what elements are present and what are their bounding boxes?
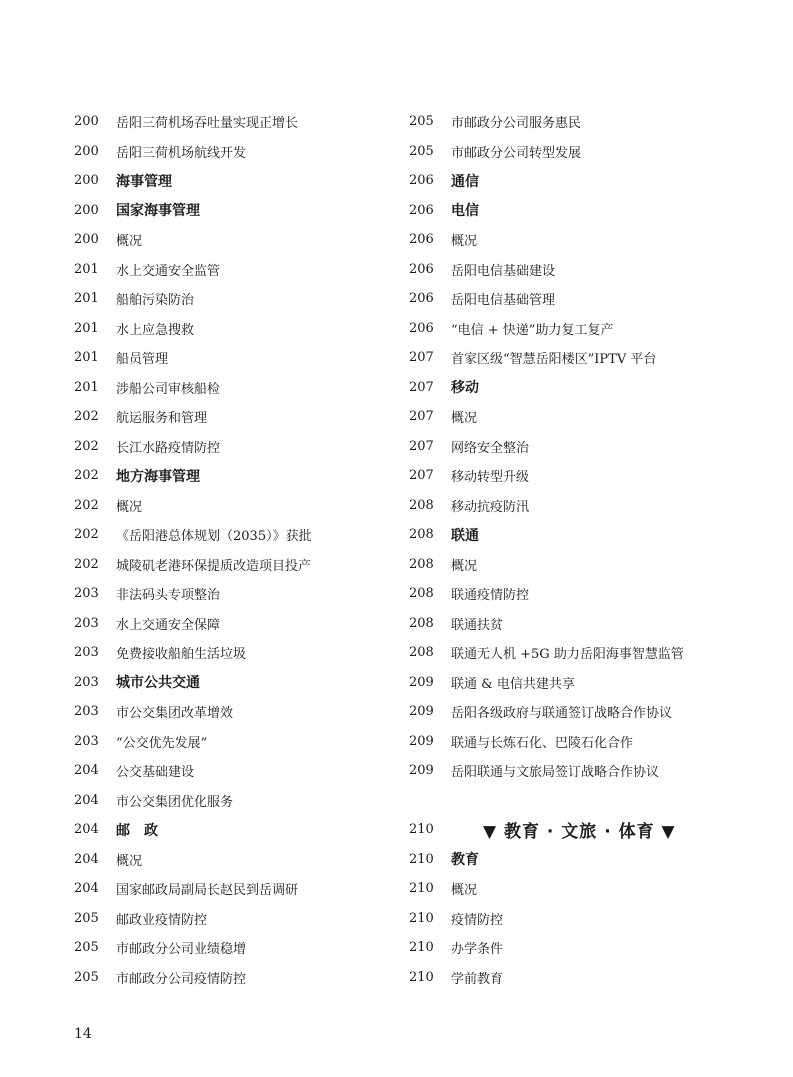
toc-page-number: 209	[409, 763, 434, 779]
toc-entry-title: 联通	[451, 527, 479, 544]
toc-entry	[74, 609, 394, 639]
toc-entry-title: 概况	[451, 558, 478, 574]
toc-entry	[409, 137, 729, 167]
toc-entry-title: 联通 & 电信共建共享	[451, 676, 575, 692]
toc-entry-title: 概况	[116, 853, 143, 869]
toc-entry	[74, 904, 394, 934]
toc-page-number: 207	[409, 468, 434, 484]
toc-page-number: 204	[74, 763, 99, 779]
toc-page-number: 205	[74, 910, 99, 926]
toc-entry-title: 概况	[451, 234, 478, 250]
toc-entry-title: 国家海事管理	[116, 203, 200, 220]
toc-entry	[74, 845, 394, 875]
toc-entry-title: 地方海事管理	[116, 468, 200, 485]
toc-entry-title: 疫情防控	[451, 912, 504, 928]
toc-entry-title: 《岳阳港总体规划（2035）》获批	[116, 529, 312, 545]
toc-page-number: 203	[74, 586, 99, 602]
toc-entry	[409, 373, 729, 403]
toc-entry	[409, 963, 729, 993]
toc-entry	[409, 314, 729, 344]
toc-entry-title: 概况	[116, 234, 143, 250]
toc-page-number: 206	[409, 291, 434, 307]
toc-page-number: 204	[74, 881, 99, 897]
toc-page-number: 210	[409, 969, 434, 985]
toc-page-number: 207	[409, 379, 434, 395]
toc-entry	[409, 609, 729, 639]
toc-entry	[74, 491, 394, 521]
toc-entry	[74, 579, 394, 609]
toc-entry	[409, 874, 729, 904]
toc-page-number: 209	[409, 733, 434, 749]
toc-entry-title: 市公交集团优化服务	[116, 794, 234, 810]
toc-entry-title: 概况	[451, 411, 478, 427]
toc-entry-title: “公交优先发展”	[116, 735, 208, 751]
toc-entry	[409, 255, 729, 285]
toc-entry-title: 城陵矶老港环保提质改造项目投产	[116, 558, 312, 574]
toc-entry-title: 办学条件	[451, 942, 504, 958]
toc-entry-title: 通信	[451, 173, 479, 190]
toc-entry-title: 首家区级“智慧岳阳楼区”IPTV 平台	[451, 352, 657, 368]
toc-page-number: 201	[74, 261, 99, 277]
toc-entry	[74, 963, 394, 993]
toc-entry-title: 岳阳电信基础管理	[451, 293, 556, 309]
toc-entry	[74, 373, 394, 403]
toc-entry-title: 长江水路疫情防控	[116, 440, 221, 456]
page-number: 14	[74, 1026, 92, 1042]
toc-entry	[74, 697, 394, 727]
toc-entry-title: 市邮政分公司转型发展	[451, 145, 582, 161]
toc-entry	[74, 520, 394, 550]
toc-page-number: 206	[409, 232, 434, 248]
toc-entry-title: 公交基础建设	[116, 765, 195, 781]
toc-entry	[74, 550, 394, 580]
toc-page-number: 208	[409, 645, 434, 661]
toc-page-number: 206	[409, 261, 434, 277]
toc-entry	[409, 786, 729, 816]
toc-entry	[409, 343, 729, 373]
toc-entry-title: 水上应急搜救	[116, 322, 195, 338]
toc-entry-title: 联通疫情防控	[451, 588, 530, 604]
toc-entry	[409, 697, 729, 727]
toc-entry-title: 移动抗疫防汛	[451, 499, 530, 515]
toc-page-number: 200	[74, 114, 99, 130]
toc-entry	[74, 432, 394, 462]
toc-page-number: 205	[74, 969, 99, 985]
toc-page-number: 203	[74, 674, 99, 690]
toc-page-number: 203	[74, 704, 99, 720]
toc-entry-title: 船员管理	[116, 352, 169, 368]
toc-page-number: 209	[409, 704, 434, 720]
toc-entry-title: 联通与长炼石化、巴陵石化合作	[451, 735, 634, 751]
toc-entry	[409, 756, 729, 786]
toc-entry-title: 邮政业疫情防控	[116, 912, 208, 928]
toc-entry	[409, 461, 729, 491]
toc-page-number: 208	[409, 586, 434, 602]
toc-page-number: 210	[409, 910, 434, 926]
toc-entry-title: 概况	[116, 499, 143, 515]
toc-entry	[409, 196, 729, 226]
toc-entry	[74, 815, 394, 845]
toc-page-number: 208	[409, 527, 434, 543]
toc-entry-title: 市邮政分公司疫情防控	[116, 971, 247, 987]
toc-page-number: 203	[74, 615, 99, 631]
toc-entry-title: 免费接收船舶生活垃圾	[116, 647, 247, 663]
toc-entry	[74, 314, 394, 344]
toc-entry-title: 国家邮政局副局长赵民到岳调研	[116, 883, 299, 899]
toc-page-number: 201	[74, 291, 99, 307]
toc-entry-title: 航运服务和管理	[116, 411, 208, 427]
toc-entry	[74, 933, 394, 963]
toc-entry-title: “电信 + 快递”助力复工复产	[451, 322, 614, 338]
toc-entry-title: 邮政	[116, 822, 172, 839]
toc-page-number: 200	[74, 202, 99, 218]
toc-page-number: 207	[409, 350, 434, 366]
toc-page-number: 208	[409, 556, 434, 572]
toc-entry	[409, 638, 729, 668]
toc-page-number: 205	[409, 143, 434, 159]
toc-page-number: 201	[74, 320, 99, 336]
toc-entry-title: 岳阳电信基础建设	[451, 263, 556, 279]
toc-entry	[409, 579, 729, 609]
toc-entry	[74, 727, 394, 757]
toc-page-number: 203	[74, 733, 99, 749]
toc-entry-title: 概况	[451, 883, 478, 899]
toc-entry	[409, 402, 729, 432]
toc-page-number: 202	[74, 527, 99, 543]
toc-entry-title: 市邮政分公司服务惠民	[451, 116, 582, 132]
toc-entry-title: 网络安全整治	[451, 440, 530, 456]
toc-page-number: 202	[74, 409, 99, 425]
toc-page-number: 201	[74, 379, 99, 395]
toc-entry-title: 水上交通安全保障	[116, 617, 221, 633]
toc-page-number: 203	[74, 645, 99, 661]
toc-entry	[74, 461, 394, 491]
toc-page-number: 209	[409, 674, 434, 690]
toc-page-number: 200	[74, 232, 99, 248]
toc-entry-title: 联通无人机 +5G 助力岳阳海事智慧监管	[451, 647, 684, 663]
toc-page-number: 204	[74, 822, 99, 838]
toc-entry	[409, 727, 729, 757]
toc-entry	[409, 845, 729, 875]
toc-entry	[74, 284, 394, 314]
toc-entry-title: 岳阳各级政府与联通签订战略合作协议	[451, 706, 673, 722]
toc-page-number: 206	[409, 173, 434, 189]
toc-page-number: 202	[74, 468, 99, 484]
toc-entry-title: 海事管理	[116, 173, 172, 190]
toc-page-number: 205	[74, 940, 99, 956]
toc-entry	[74, 137, 394, 167]
toc-entry-title: 岳阳三荷机场吞吐量实现正增长	[116, 116, 299, 132]
toc-entry	[74, 786, 394, 816]
toc-page-number: 205	[409, 114, 434, 130]
toc-page-number: 210	[409, 822, 434, 838]
toc-entry	[409, 284, 729, 314]
toc-entry	[74, 225, 394, 255]
toc-page-number: 206	[409, 320, 434, 336]
toc-entry	[409, 904, 729, 934]
toc-entry	[409, 491, 729, 521]
toc-entry-title: 市邮政分公司业绩稳增	[116, 942, 247, 958]
toc-page-number: 200	[74, 143, 99, 159]
toc-entry-title: 市公交集团改革增效	[116, 706, 234, 722]
toc-page-number: 202	[74, 438, 99, 454]
toc-page-number: 210	[409, 881, 434, 897]
toc-section-heading: ▼ 教育 · 文旅 · 体育 ▼	[483, 822, 676, 843]
toc-entry-title: 船舶污染防治	[116, 293, 195, 309]
toc-entry-title: 城市公共交通	[116, 675, 200, 692]
toc-entry-title: 涉船公司审核船检	[116, 381, 221, 397]
toc-left-column	[74, 107, 394, 992]
toc-entry	[74, 343, 394, 373]
toc-entry	[74, 402, 394, 432]
toc-page-number: 202	[74, 497, 99, 513]
toc-page-number: 208	[409, 615, 434, 631]
toc-entry-title: 非法码头专项整治	[116, 588, 221, 604]
toc-entry	[74, 638, 394, 668]
toc-page-number: 207	[409, 438, 434, 454]
toc-entry-title: 移动	[451, 380, 479, 397]
toc-entry-title: 教育	[451, 852, 479, 869]
toc-entry	[74, 756, 394, 786]
toc-page-number: 206	[409, 202, 434, 218]
toc-entry	[409, 432, 729, 462]
toc-entry	[74, 196, 394, 226]
toc-page-number: 208	[409, 497, 434, 513]
toc-entry-title: 移动转型升级	[451, 470, 530, 486]
toc-entry	[409, 225, 729, 255]
toc-page-number: 210	[409, 940, 434, 956]
toc-page-number: 200	[74, 173, 99, 189]
toc-right-column	[409, 107, 729, 992]
toc-entry-title: 岳阳联通与文旅局签订战略合作协议	[451, 765, 660, 781]
toc-entry	[409, 550, 729, 580]
toc-entry	[409, 107, 729, 137]
toc-page-number: 201	[74, 350, 99, 366]
toc-page-number: 204	[74, 792, 99, 808]
toc-entry-title: 电信	[451, 203, 479, 220]
toc-entry-title: 岳阳三荷机场航线开发	[116, 145, 247, 161]
toc-entry-title: 水上交通安全监管	[116, 263, 221, 279]
toc-page-number: 202	[74, 556, 99, 572]
toc-page-number: 210	[409, 851, 434, 867]
toc-entry-title: 学前教育	[451, 971, 504, 987]
toc-entry	[409, 815, 729, 845]
toc-page-number: 204	[74, 851, 99, 867]
toc-entry	[74, 166, 394, 196]
toc-entry	[74, 874, 394, 904]
toc-entry-title: 联通扶贫	[451, 617, 504, 633]
toc-entry	[74, 107, 394, 137]
toc-entry	[74, 668, 394, 698]
toc-entry	[409, 668, 729, 698]
toc-page-number: 207	[409, 409, 434, 425]
toc-entry	[74, 255, 394, 285]
toc-entry	[409, 520, 729, 550]
toc-entry	[409, 933, 729, 963]
toc-entry	[409, 166, 729, 196]
